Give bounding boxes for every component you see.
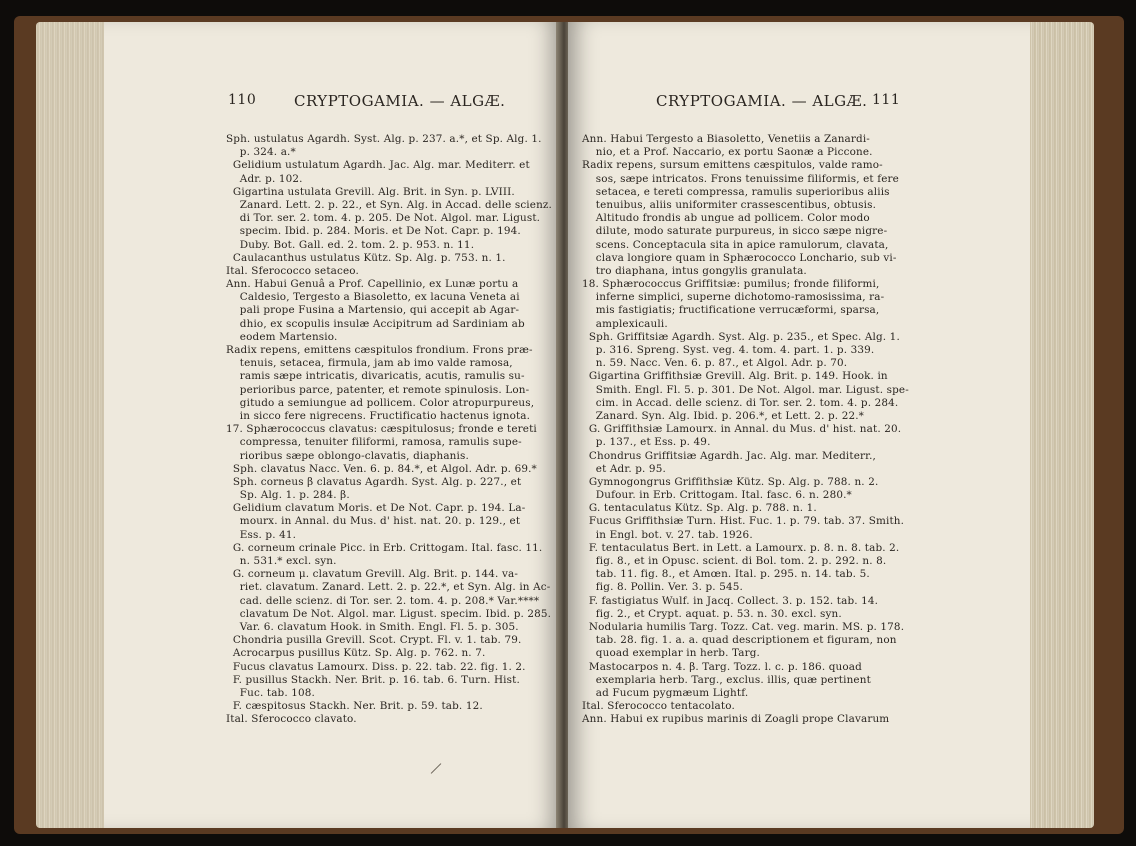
text-line: F. cæspitosus Stackh. Ner. Brit. p. 59. tab. 12. xyxy=(226,700,483,713)
text-line: Chondrus Griffitsiæ Agardh. Jac. Alg. mar. Mediterr., xyxy=(582,449,876,462)
text-line: sos, sæpe intricatos. Frons tenuissime filiformis, et fere xyxy=(582,172,899,185)
text-line: Altitudo frondis ab ungue ad pollicem. Color modo xyxy=(582,212,870,225)
text-line: Caulacanthus ustulatus Kütz. Sp. Alg. p. 753. n. 1. xyxy=(226,251,506,264)
text-line: Gymnogongrus Griffithsiæ Kütz. Sp. Alg. p. 788. n. 2. xyxy=(582,475,879,488)
text-line: Duby. Bot. Gall. ed. 2. tom. 2. p. 953. n. 11. xyxy=(226,238,475,251)
running-head: CRYPTOGAMIA. — ALGÆ. xyxy=(656,92,868,110)
text-line: fig. 8. Pollin. Ver. 3. p. 545. xyxy=(582,581,743,594)
text-line: Smith. Engl. Fl. 5. p. 301. De Not. Algol. mar. Ligust. spe- xyxy=(582,383,909,396)
text-line: Sph. corneus β clavatus Agardh. Syst. Alg. p. 227., et xyxy=(226,475,522,488)
text-line: mis fastigiatis; fructificatione verrucæformi, sparsa, xyxy=(582,304,880,317)
text-line: p. 324. a.* xyxy=(226,146,296,159)
page-edges-right xyxy=(1028,22,1094,828)
text-line: F. fastigiatus Wulf. in Jacq. Collect. 3. p. 152. tab. 14. xyxy=(582,594,879,607)
text-line: Sph. Griffitsiæ Agardh. Syst. Alg. p. 235., et Spec. Alg. 1. xyxy=(582,330,900,343)
text-line: n. 59. Nacc. Ven. 6. p. 87., et Algol. Adr. p. 70. xyxy=(582,357,848,370)
text-line: clavatum De Not. Algol. mar. Ligust. specim. Ibid. p. 285. xyxy=(226,607,552,620)
text-line: Chondria pusilla Grevill. Scot. Crypt. Fl. v. 1. tab. 79. xyxy=(226,634,522,647)
right-page-text xyxy=(582,133,909,726)
text-line: Ann. Habui ex rupibus marinis di Zoagli prope Clavarum xyxy=(582,713,890,726)
page-number: 110 xyxy=(228,92,257,108)
text-line: p. 316. Spreng. Syst. veg. 4. tom. 4. part. 1. p. 339. xyxy=(582,344,875,356)
text-line: p. 137., et Ess. p. 49. xyxy=(582,436,711,449)
left-page-text xyxy=(226,133,552,726)
text-line: tenuibus, aliis uniformiter crassescentibus, obtusis. xyxy=(582,198,877,211)
text-line: G. corneum crinale Picc. in Erb. Crittogam. Ital. fasc. 11. xyxy=(226,541,543,554)
running-head: CRYPTOGAMIA. — ALGÆ. xyxy=(294,92,506,110)
text-line: mourx. in Annal. du Mus. d' hist. nat. 20. p. 129., et xyxy=(226,515,521,528)
right-page-header xyxy=(568,92,1030,116)
text-line: rioribus sæpe oblongo-clavatis, diaphanis. xyxy=(226,449,469,462)
text-line: fig. 8., et in Opusc. scient. di Bol. tom. 2. p. 292. n. 8. xyxy=(582,555,887,567)
text-line: tab. 11. fig. 8., et Amœn. Ital. p. 295. n. 14. tab. 5. xyxy=(582,568,870,581)
text-line: tab. 28. fig. 1. a. a. quad descriptionem et figuram, non xyxy=(582,634,897,647)
page-edges-left xyxy=(36,22,106,828)
text-line: in sicco fere nigrecens. Fructificatio hactenus ignota. xyxy=(226,409,531,422)
text-line: Zanard. Lett. 2. p. 22., et Syn. Alg. in Accad. delle scienz. xyxy=(226,198,552,211)
text-line: Var. 6. clavatum Hook. in Smith. Engl. Fl. 5. p. 305. xyxy=(226,620,519,633)
text-line: specim. Ibid. p. 284. Moris. et De Not. Capr. p. 194. xyxy=(226,225,521,238)
text-line: clava longiore quam in Sphærococco Lonchario, sub vi- xyxy=(582,251,897,264)
text-line: dhio, ex scopulis insulæ Accipitrum ad Sardiniam ab xyxy=(226,317,525,330)
page-number: 111 xyxy=(872,92,901,108)
text-line: Fucus clavatus Lamourx. Diss. p. 22. tab. 22. fig. 1. 2. xyxy=(226,660,526,673)
text-line: perioribus parce, patenter, et remote spinulosis. Lon- xyxy=(226,383,530,396)
text-line: Ital. Sferococco tentacolato. xyxy=(582,700,735,713)
text-line: ramis sæpe intricatis, divaricatis, acutis, ramulis su- xyxy=(226,370,525,383)
text-line: riet. clavatum. Zanard. Lett. 2. p. 22.*, et Syn. Alg. in Ac- xyxy=(226,581,551,594)
text-line: eodem Martensio. xyxy=(226,330,338,343)
text-line: cad. delle scienz. di Tor. ser. 2. tom. 4. p. 208.* Var.**** xyxy=(226,594,540,607)
text-line: setacea, e tereti compressa, ramulis superioribus aliis xyxy=(582,185,890,198)
right-page xyxy=(568,22,1030,828)
text-line: Sph. ustulatus Agardh. Syst. Alg. p. 237. a.*, et Sp. Alg. 1. xyxy=(226,133,542,145)
text-line: G. Griffithsiæ Lamourx. in Annal. du Mus. d' hist. nat. 20. xyxy=(582,423,902,436)
text-line: n. 531.* excl. syn. xyxy=(226,555,337,567)
text-line: Gigartina Griffithsiæ Grevill. Alg. Brit. p. 149. Hook. in xyxy=(582,370,888,383)
text-line: Ital. Sferococco setaceo. xyxy=(226,264,359,277)
text-line: quoad exemplar in herb. Targ. xyxy=(582,647,760,660)
text-line: Ital. Sferococco clavato. xyxy=(226,713,357,726)
left-page-header xyxy=(104,92,560,116)
text-line: Ess. p. 41. xyxy=(226,528,297,541)
text-line: Ann. Habui Genuâ a Prof. Capellinio, ex Lunæ portu a xyxy=(226,278,519,291)
text-line: 17. Sphærococcus clavatus: cæspitulosus; fronde e tereti xyxy=(226,423,537,436)
text-line: Radix repens, sursum emittens cæspitulos, valde ramo- xyxy=(582,159,883,172)
text-line: 18. Sphærococcus Griffitsiæ: pumilus; fronde filiformi, xyxy=(582,278,880,291)
text-line: Dufour. in Erb. Crittogam. Ital. fasc. 6. n. 280.* xyxy=(582,489,852,502)
text-line: G. tentaculatus Kütz. Sp. Alg. p. 788. n. 1. xyxy=(582,502,817,515)
text-line: Nodularia humilis Targ. Tozz. Cat. veg. marin. MS. p. 178. xyxy=(582,620,905,633)
text-line: Sph. clavatus Nacc. Ven. 6. p. 84.*, et Algol. Adr. p. 69.* xyxy=(226,462,537,475)
text-line: Zanard. Syn. Alg. Ibid. p. 206.*, et Lett. 2. p. 22.* xyxy=(582,409,865,422)
text-line: dilute, modo saturate purpureus, in sicco sæpe nigre- xyxy=(582,225,888,238)
text-line: tenuis, setacea, firmula, jam ab imo valde ramosa, xyxy=(226,357,513,370)
text-line: compressa, tenuiter filiformi, ramosa, ramulis supe- xyxy=(226,436,522,449)
text-line: F. tentaculatus Bert. in Lett. a Lamourx. p. 8. n. 8. tab. 2. xyxy=(582,541,900,554)
text-line: Ann. Habui Tergesto a Biasoletto, Venetiis a Zanardi- xyxy=(582,133,870,145)
text-line: Fucus Griffithsiæ Turn. Hist. Fuc. 1. p. 79. tab. 37. Smith. xyxy=(582,515,905,528)
text-line: ad Fucum pygmæum Lightf. xyxy=(582,686,749,699)
text-line: fig. 2., et Crypt. aquat. p. 53. n. 30. excl. syn. xyxy=(582,607,842,620)
text-line: Mastocarpos n. 4. β. Targ. Tozz. l. c. p. 186. quoad xyxy=(582,660,862,673)
text-line: Gigartina ustulata Grevill. Alg. Brit. in Syn. p. LVIII. xyxy=(226,185,515,198)
text-line: Radix repens, emittens cæspitulos frondium. Frons præ- xyxy=(226,344,533,356)
text-line: cim. in Accad. delle scienz. di Tor. ser. 2. tom. 4. p. 284. xyxy=(582,396,899,409)
text-line: G. corneum μ. clavatum Grevill. Alg. Brit. p. 144. va- xyxy=(226,568,518,581)
text-line: F. pusillus Stackh. Ner. Brit. p. 16. tab. 6. Turn. Hist. xyxy=(226,673,520,686)
pencil-mark xyxy=(431,763,442,774)
text-line: scens. Conceptacula sita in apice ramulorum, clavata, xyxy=(582,238,889,251)
text-line: inferne simplici, superne dichotomo-ramosissima, ra- xyxy=(582,291,885,304)
text-line: Fuc. tab. 108. xyxy=(226,686,316,699)
text-line: in Engl. bot. v. 27. tab. 1926. xyxy=(582,528,753,541)
text-line: nio, et a Prof. Naccario, ex portu Saonæ a Piccone. xyxy=(582,146,873,159)
text-line: Caldesio, Tergesto a Biasoletto, ex lacuna Veneta ai xyxy=(226,291,520,304)
text-line: tro diaphana, intus gongylis granulata. xyxy=(582,264,807,277)
text-line: et Adr. p. 95. xyxy=(582,462,666,475)
text-line: di Tor. ser. 2. tom. 4. p. 205. De Not. Algol. mar. Ligust. xyxy=(226,212,541,225)
text-line: Gelidium ustulatum Agardh. Jac. Alg. mar. Mediterr. et xyxy=(226,159,530,172)
text-line: gitudo a semiungue ad pollicem. Color atropurpureus, xyxy=(226,396,535,409)
text-line: Sp. Alg. 1. p. 284. β. xyxy=(226,489,350,502)
text-line: amplexicauli. xyxy=(582,317,668,330)
left-page xyxy=(104,22,560,828)
text-line: Acrocarpus pusillus Kütz. Sp. Alg. p. 762. n. 7. xyxy=(226,647,486,660)
text-line: Gelidium clavatum Moris. et De Not. Capr. p. 194. La- xyxy=(226,502,526,515)
text-line: pali prope Fusina a Martensio, qui accepit ab Agar- xyxy=(226,304,520,317)
text-line: exemplaria herb. Targ., exclus. illis, quæ pertinent xyxy=(582,673,871,686)
text-line: Adr. p. 102. xyxy=(226,172,303,185)
